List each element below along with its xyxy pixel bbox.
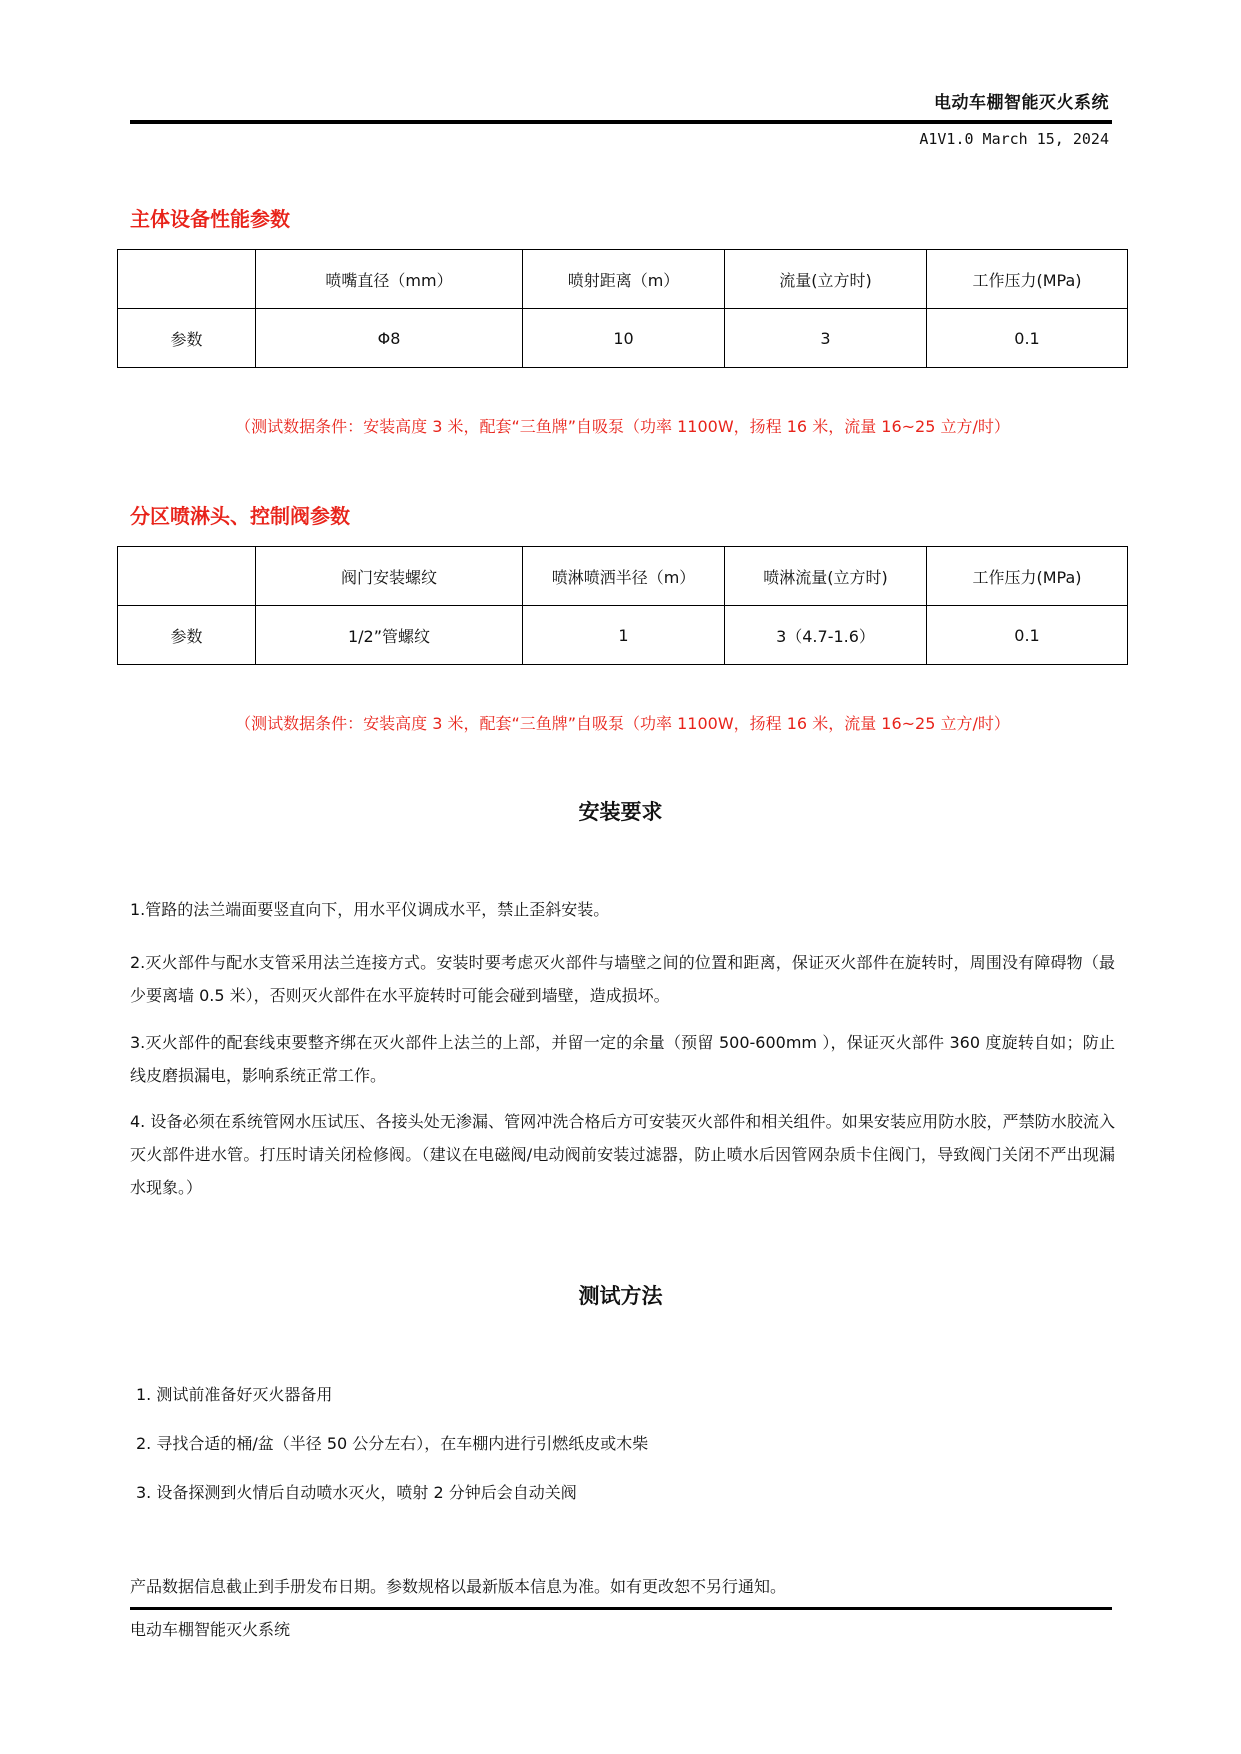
table-header-row [118,250,1128,309]
table-cell: 参数 [118,309,256,368]
install-item: 4. 设备必须在系统管网水压试压、各接头处无渗漏、管网冲洗合格后方可安装灭火部件和相关组件。如果安装应用防水胶，严禁防水胶流入灭火部件进水管。打压时请关闭检修阀。（建议在电磁阀/电动阀前安装过滤器，防止喷水后因管网杂质卡住阀门，导致阀门关闭不严出现漏水现象。） [130,1112,1115,1197]
test-condition-note: （测试数据条件：安装高度 3 米，配套“三鱼牌”自吸泵（功率 1100W，扬程 16 米，流量 16~25 立方/时） [235,714,1010,733]
table-header-cell: 阀门安装螺纹 [256,547,523,606]
footer-title: 电动车棚智能灭火系统 [130,1620,291,1639]
install-item: 3.灭火部件的配套线束要整齐绑在灭火部件上法兰的上部，并留一定的余量（预留 500-600mm ），保证灭火部件 360 度旋转自如；防止线皮磨损漏电，影响系统正常工作。 [130,1033,1115,1085]
table-header-cell: 流量(立方时) [725,250,927,309]
install-item: 2.灭火部件与配水支管采用法兰连接方式。安装时要考虑灭火部件与墙壁之间的位置和距离，保证灭火部件在旋转时，周围没有障碍物（最少要离墙 0.5 米），否则灭火部件在水平旋转时可能会碰到墙壁，造成损坏。 [130,953,1115,1005]
table-row [118,309,1128,368]
table-cell: Φ8 [256,309,523,368]
section-title-main-equipment: 主体设备性能参数 [130,207,290,231]
table-cell: 3 [725,309,927,368]
table-cell: 0.1 [927,309,1128,368]
table-cell: 0.1 [927,606,1128,665]
table-header-row [118,547,1128,606]
install-requirements-heading: 安装要求 [578,800,663,824]
table-cell: 10 [523,309,725,368]
header-title: 电动车棚智能灭火系统 [934,93,1109,113]
install-item: 1.管路的法兰端面要竖直向下，用水平仪调成水平，禁止歪斜安装。 [130,900,610,919]
document-version: A1V1.0 March 15, 2024 [919,130,1109,148]
test-step: 1. 测试前准备好灭火器备用 [136,1385,333,1404]
table-cell: 1 [523,606,725,665]
test-step: 2. 寻找合适的桶/盆（半径 50 公分左右），在车棚内进行引燃纸皮或木柴 [136,1434,649,1453]
table-header-cell: 喷淋喷洒半径（m） [523,547,725,606]
table-cell: 参数 [118,606,256,665]
table-header-cell: 喷射距离（m） [523,250,725,309]
disclaimer-text: 产品数据信息截止到手册发布日期。参数规格以最新版本信息为准。如有更改恕不另行通知。 [130,1577,787,1596]
table-header-cell: 喷淋流量(立方时) [725,547,927,606]
table-cell: 3（4.7-1.6） [725,606,927,665]
table-header-cell [118,250,256,309]
sprinkler-valve-table [117,546,1128,665]
table-header-cell: 工作压力(MPa) [927,547,1128,606]
table-header-cell: 工作压力(MPa) [927,250,1128,309]
table-header-cell: 喷嘴直径（mm） [256,250,523,309]
test-method-heading: 测试方法 [578,1284,663,1308]
main-equipment-table [117,249,1128,368]
header-divider [130,120,1112,124]
test-condition-note: （测试数据条件：安装高度 3 米，配套“三鱼牌”自吸泵（功率 1100W，扬程 16 米，流量 16~25 立方/时） [235,417,1010,436]
test-step: 3. 设备探测到火情后自动喷水灭火，喷射 2 分钟后会自动关阀 [136,1483,577,1502]
table-row [118,606,1128,665]
section-title-sprinkler-valve: 分区喷淋头、控制阀参数 [130,504,350,528]
table-header-cell [118,547,256,606]
table-cell: 1/2”管螺纹 [256,606,523,665]
footer-divider [130,1607,1112,1610]
